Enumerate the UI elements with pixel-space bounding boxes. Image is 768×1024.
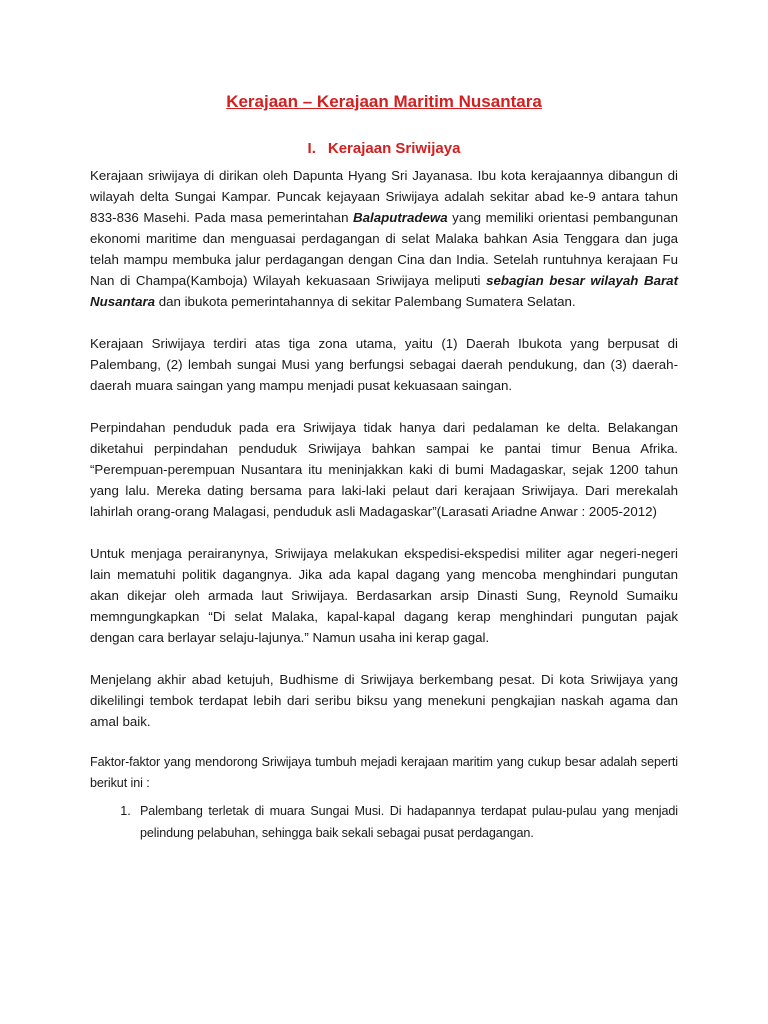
section-title: Kerajaan Sriwijaya <box>327 140 461 157</box>
paragraph-1-text-c: dan ibukota pemerintahannya di sekitar Palembang Sumatera Selatan. <box>155 294 576 309</box>
paragraph-1-text-b: yang memiliki orientasi pembangunan ekonomi maritime dan menguasai perdagangan di selat Malaka bahkan Asia Tenggara dan juga telah mampu membuka jalur perdagangan dengan Cina dan India. Setelah runtuhnya kerajaan Fu Nan di Champa(Kamboja) Wilayah kekuasaan Sriwijaya meliputi <box>90 210 678 288</box>
paragraph-4: Untuk menjaga perairanynya, Sriwijaya melakukan ekspedisi-ekspedisi militer agar negeri-negeri lain mematuhi politik dagangnya. Jika ada kapal dagang yang mencoba menghindari pungutan akan dikejar oleh armada laut Sriwijaya. Berdasarkan arsip Dinasti Sung, Reynold Sumaiku memngungkapkan “Di selat Malaka, kapal-kapal dagang kerap menghindari pungutan pajak dengan cara berlayar selaju-lajunya.” Namun usaha ini kerap gagal. <box>90 546 678 645</box>
paragraph-1 <box>90 165 678 312</box>
paragraph-1-text-a: Kerajaan sriwijaya di dirikan oleh Dapunta Hyang Sri Jayanasa. Ibu kota kerajaannya dibangun di wilayah delta Sungai Kampar. Puncak kejayaan Sriwijaya adalah sekitar abad ke-9 antara tahun 833-836 Masehi. Pada masa pemerintahan <box>90 168 678 225</box>
paragraph-2: Kerajaan Sriwijaya terdiri atas tiga zona utama, yaitu (1) Daerah Ibukota yang berpusat di Palembang, (2) lembah sungai Musi yang berfungsi sebagai daerah pendukung, dan (3) daerah-daerah muara saingan yang mampu menjadi pusat kekuasaan saingan. <box>90 336 678 393</box>
factors-intro: Faktor-faktor yang mendorong Sriwijaya tumbuh mejadi kerajaan maritim yang cukup besar adalah seperti berikut ini : <box>90 755 678 790</box>
list-item: 1. Palembang terletak di muara Sungai Musi. Di hadapannya terdapat pulau-pulau yang menjadi pelindung pelabuhan, sehingga baik sekali sebagai pusat perdagangan. <box>134 800 678 844</box>
factors-list <box>90 800 678 844</box>
paragraph-5: Menjelang akhir abad ketujuh, Budhisme di Sriwijaya berkembang pesat. Di kota Sriwijaya yang dikelilingi tembok terdapat lebih dari seribu biksu yang menekuni pengkajian naskah agama dan amal baik. <box>90 672 678 729</box>
paragraph-1-emphasis-territory: sebagian besar wilayah Barat Nusantara <box>90 273 678 309</box>
paragraph-3: Perpindahan penduduk pada era Sriwijaya tidak hanya dari pedalaman ke delta. Belakangan diketahui perpindahan penduduk Sriwijaya bahkan sampai ke pantai timur Benua Afrika. “Perempuan-perempuan Nusantara itu meninjakkan kaki di bumi Madagaskar, sejak 1200 tahun yang lalu. Mereka dating bersama para laki-laki pelaut dari kerajaan Sriwijaya. Dari merekalah lahirlah orang-orang Malagasi, penduduk asli Madagaskar”(Larasati Ariadne Anwar : 2005-2012) <box>90 420 678 519</box>
section-number: I. <box>307 140 316 157</box>
paragraph-1-emphasis-ruler: Balaputradewa <box>353 210 448 225</box>
document-title: Kerajaan – Kerajaan Maritim Nusantara <box>226 92 542 111</box>
section-heading <box>90 140 678 157</box>
